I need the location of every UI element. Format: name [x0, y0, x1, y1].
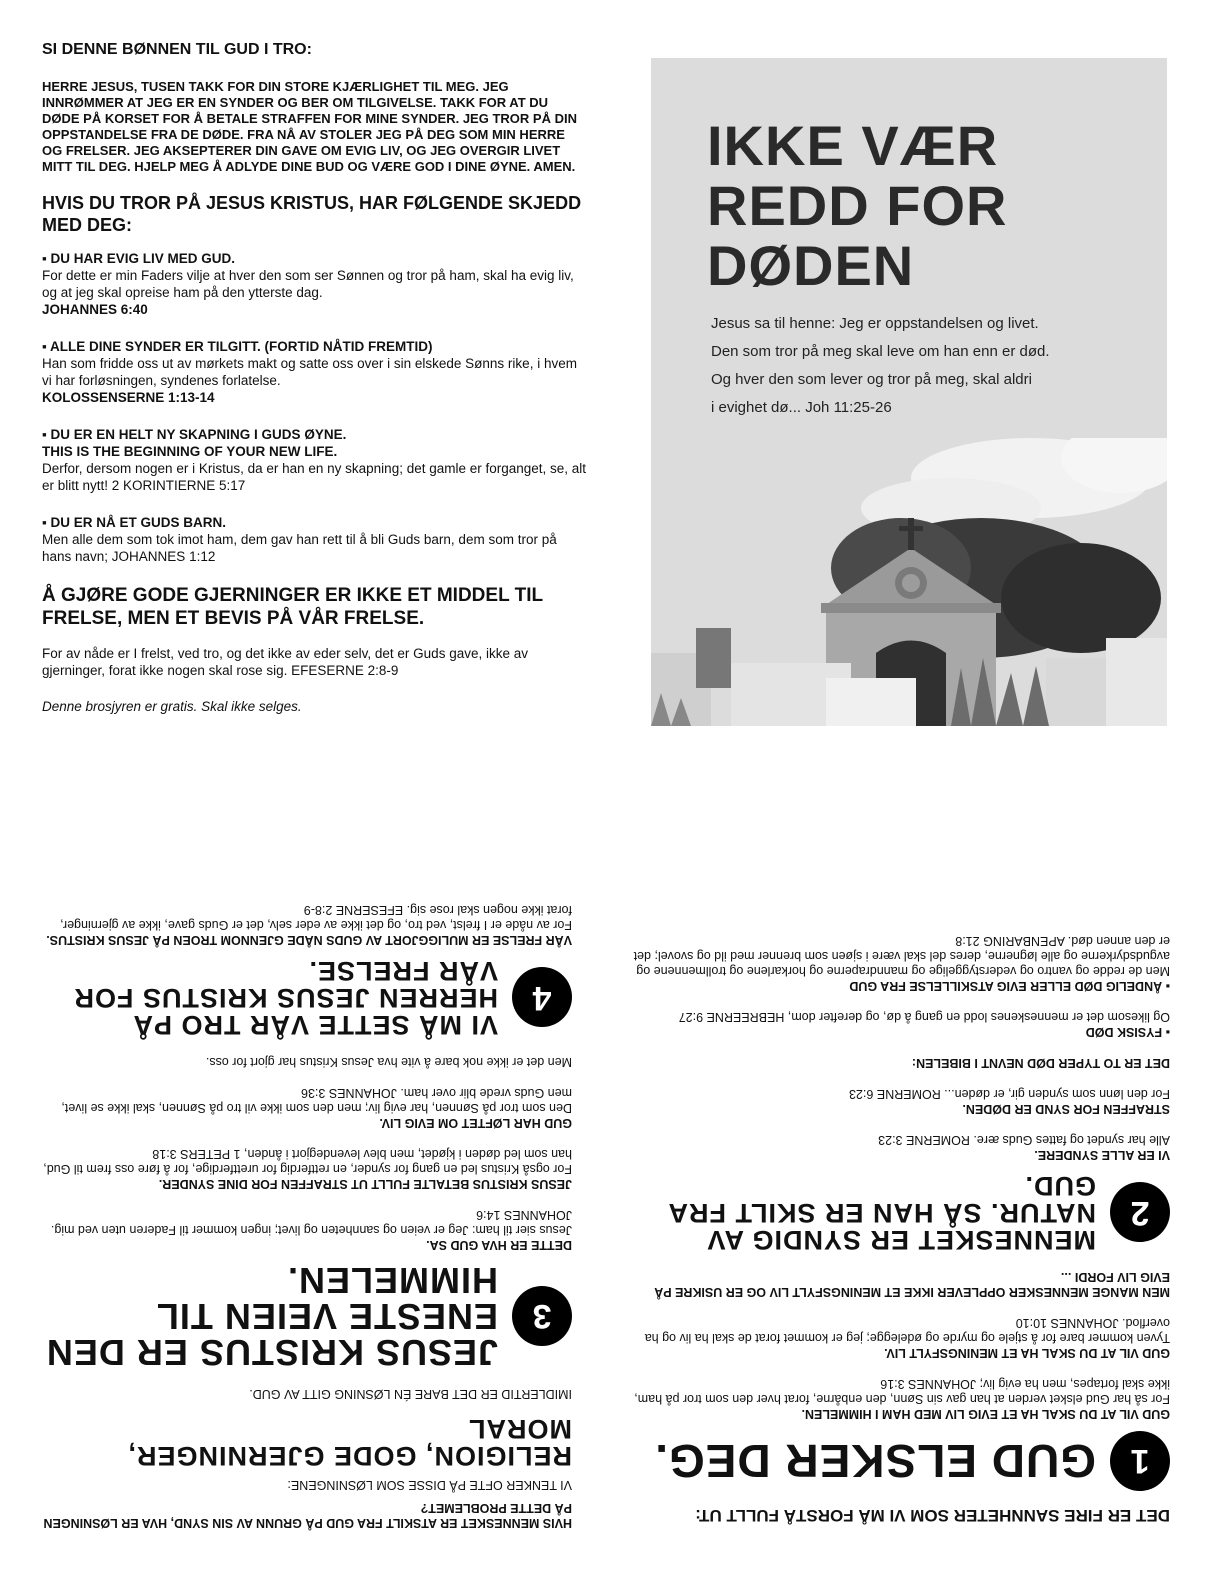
section-title: ▪ FYSISK DØD	[1085, 1024, 1170, 1039]
step-2-section	[630, 1009, 1170, 1039]
step-title: MENNESKET ER SYNDIG AV NATUR. SÅ HAN ER SKILT FRA GUD.	[668, 1170, 1096, 1255]
step-3-section	[42, 1207, 572, 1252]
verse-line: Den som tror på meg skal leve om han enn er død.	[711, 343, 1050, 360]
step-2-section	[630, 1132, 1170, 1162]
believe-heading: HVIS DU TROR PÅ JESUS KRISTUS, HAR FØLGENDE SKJEDD MED DEG:	[42, 193, 582, 235]
step-2-header	[630, 1172, 1170, 1253]
step-title: GUD ELSKER DEG.	[654, 1434, 1096, 1487]
cover-title-line: DØDEN	[707, 234, 915, 297]
assurance-ref: JOHANNES 6:40	[42, 302, 148, 318]
section-title: ▪ ÅNDELIG DØD ELLER EVIG ATSKILLELSE FRA GUD	[849, 978, 1170, 993]
assurance-title: ▪ DU ER NÅ ET GUDS BARN.	[42, 515, 227, 531]
step-2-section	[630, 1055, 1170, 1070]
assurance-title: ▪ DU ER EN HELT NY SKAPNING I GUDS ØYNE.	[42, 427, 347, 443]
four-truths-intro: DET ER FIRE SANNHETER SOM VI MÅ FORSTÅ FULLT UT:	[695, 1506, 1170, 1525]
assurance-new-creation	[42, 426, 587, 494]
cover-title-line: REDD FOR	[707, 174, 1008, 237]
assurance-subtitle: THIS IS THE BEGINNING OF YOUR NEW LIFE.	[42, 444, 338, 460]
cover-title-line: IKKE VÆR	[707, 114, 999, 177]
step-2-section	[630, 933, 1170, 993]
problem-question: HVIS MENNESKET ER ATSKILT FRA GUD PÅ GRUNN AV SIN SYND, HVA ER LØSNINGEN PÅ DETTE PROBLEMET?	[43, 1501, 572, 1530]
works-text: For av nåde er I frelst, ved tro, og det ikke av eder selv, det er Guds gave, ikke av gjerninger, forat ikke nogen skal rose sig. EFESERNE 2:8-9	[42, 645, 528, 678]
cover-verse	[711, 310, 1131, 422]
step-4-section	[42, 902, 572, 947]
assurance-eternal-life	[42, 250, 587, 318]
section-body: For av nåde er I frelst, ved tro, og det ikke av eder selv, det er Guds gave, ikke av gjerninger, forat ikke nogen skal rose sig. EFESERNE 2:8-9	[60, 903, 572, 932]
verse-line: i evighet dø... Joh 11:25-26	[711, 399, 892, 416]
assurance-body: Men alle dem som tok imot ham, dem gav han rett til å bli Guds barn, dem som tror på hans navn; JOHANNES 1:12	[42, 532, 557, 565]
cover-panel	[651, 58, 1167, 726]
step-3-closing: Men det er ikke nok bare å vite hva Jesus Kristus har gjort for oss.	[205, 1055, 572, 1069]
section-body: Tyven kommer bare for å stjele og myrde og ødelegge; jeg er kommet forat de skal ha liv og ha overflod. JOHANNES 10:10	[644, 1315, 1170, 1345]
step-2-section	[630, 1086, 1170, 1116]
section-title: VI ER ALLE SYNDERE.	[1034, 1147, 1170, 1162]
section-title: JESUS KRISTUS BETALTE FULLT UT STRAFFEN FOR DINE SYNDER.	[158, 1177, 572, 1191]
verse-line: Og hver den som lever og tror på meg, skal aldri	[711, 371, 1032, 388]
prayer-text: HERRE JESUS, TUSEN TAKK FOR DIN STORE KJÆRLIGHET TIL MEG. JEG INNRØMMER AT JEG ER EN SYNDER OG BER OM TILGIVELSE. TAKK FOR AT DU DØDE PÅ KORSET FOR Å BETALE STRAFFEN FOR MINE SYNDER. JEG TROR PÅ DIN OPPSTANDELSE FRA DE DØDE. FRA NÅ AV STOLER JEG PÅ DEG SOM MIN HERRE OG FRELSER. JEG AKSEPTERER DIN GAVE OM EVIG LIV, OG JEG OVERGIR LIVET MITT TIL DEG. HJELP MEG Å ADLYDE DINE BUD OG VÆRE GOD I DINE ØYNE. AMEN.	[42, 79, 577, 175]
think-line: VI TENKER OFTE PÅ DISSE SOM LØSNINGENE:	[287, 1478, 572, 1492]
section-title: DETTE ER HVA GUD SA.	[426, 1238, 572, 1252]
assurance-title: ▪ ALLE DINE SYNDER ER TILGITT. (FORTID NÅTID FREMTID)	[42, 339, 433, 355]
assurance-body: For dette er min Faders vilje at hver den som ser Sønnen og tror på ham, skal ha evig liv, og at jeg skal opreise ham på den ytterste dag.	[42, 268, 574, 301]
section-body: Jesus sier til ham: Jeg er veien og sannheten og livet; ingen kommer til Faderen uten ved mig. JOHANNES 14:6	[50, 1208, 572, 1237]
assurance-child-of-god	[42, 514, 587, 565]
step-4-header	[42, 957, 572, 1038]
step-title: VI MÅ SETTE VÅR TRO PÅ HERREN JESUS KRISTUS FOR VÅR FRELSE.	[73, 956, 498, 1040]
section-body: Den som tror på Sønnen, har evig liv; men den som ikke vil tro på Sønnen, skal ikke se livet, men Guds vrede blir over ham. JOHANNES 3:36	[61, 1086, 572, 1115]
free-brochure-note: Denne brosjyren er gratis. Skal ikke selges.	[42, 698, 302, 714]
cover-title	[707, 116, 1007, 296]
however-line: IMIDLERTID ER DET BARE ÉN LØSNING GITT AV GUD.	[249, 1387, 572, 1401]
section-body: Alle har syndet og fattes Guds ære. ROMERNE 3:23	[878, 1132, 1170, 1147]
false-solutions: RELIGION, GODE GJERNINGER, MORAL	[127, 1414, 572, 1471]
prayer-heading: SI DENNE BØNNEN TIL GUD I TRO:	[42, 41, 312, 58]
steps-1-2-panel	[630, 870, 1170, 1525]
step-title: JESUS KRISTUS ER DEN ENESTE VEIEN TIL HIMMELEN.	[45, 1260, 498, 1373]
section-title: VÅR FRELSE ER MULIGGJORT AV GUDS NÅDE GJENNOM TROEN PÅ JESUS KRISTUS.	[46, 933, 572, 947]
works-heading: Å GJØRE GODE GJERNINGER ER IKKE ET MIDDEL TIL FRELSE, MEN ET BEVIS PÅ VÅR FRELSE.	[42, 585, 543, 630]
assurance-forgiven	[42, 338, 587, 406]
section-title: GUD HAR LØFTET OM EVIG LIV.	[379, 1116, 572, 1130]
step-3-section	[42, 1085, 572, 1130]
assurance-title: ▪ DU HAR EVIG LIV MED GUD.	[42, 251, 236, 267]
step-1-section	[630, 1315, 1170, 1360]
section-title: STRAFFEN FOR SYND ER DØDEN.	[962, 1101, 1170, 1116]
steps-3-4-panel	[42, 790, 572, 1530]
step-1-header	[630, 1431, 1170, 1491]
step-number-badge: 2	[1110, 1182, 1170, 1242]
section-body: For den lønn som synden gir, er døden... ROMERNE 6:23	[849, 1086, 1170, 1101]
step-1-section	[630, 1376, 1170, 1421]
step-number-badge: 4	[512, 968, 572, 1028]
section-body: For også Kristus led en gang for synder, en rettferdig for urettferdige, for å føre oss frem til Gud, han som led døden i kjødet, men blev levendegjort i ånden, 1 PETERS 3:18	[43, 1147, 572, 1176]
step-1-conclusion: MEN MANGE MENNESKER OPPLEVER IKKE ET MENINGSFYLT LIV OG ER USIKRE PÅ EVIG LIV FORDI ...	[654, 1269, 1170, 1299]
section-body: For så har Gud elsket verden at han gav sin Sønn, den enbårne, forat hver den som tror på ham, ikke skal fortapes, men ha evig liv; JOHANNES 3:16	[634, 1376, 1170, 1406]
step-3-section	[42, 1146, 572, 1191]
step-number-badge: 3	[512, 1286, 572, 1346]
chapel-photo	[651, 438, 1167, 726]
section-body: Og likesom det er menneskenes lodd en gang å dø, og derefter dom, HEBREERNE 9:27	[678, 1009, 1170, 1024]
section-title: GUD VIL AT DU SKAL HA ET EVIG LIV MED HAM I HIMMELEN.	[801, 1406, 1170, 1421]
section-title: GUD VIL AT DU SKAL HA ET MENINGSFYLT LIV.	[884, 1345, 1170, 1360]
assurance-ref: KOLOSSENSERNE 1:13-14	[42, 390, 215, 406]
section-title: DET ER TO TYPER DØD NEVNT I BIBELEN:	[911, 1055, 1170, 1070]
assurance-body: Derfor, dersom nogen er i Kristus, da er han en ny skapning; det gamle er forganget, se, alt er blitt nytt! 2 KORINTIERNE 5:17	[42, 461, 587, 494]
section-body: Men de redde og vantro og vederstyggelige og manndraperne og horkarlene og trollmennene og avgudsdyrkerne og alle løgnerne, deres del skal være i sjøen som brenner med ild og svovel; det er den annen død. APENBARING 21:8	[633, 933, 1170, 978]
assurance-body: Han som fridde oss ut av mørkets makt og satte oss over i sin elskede Sønns rike, i hvem vi har forløsningen, syndenes forlatelse.	[42, 356, 577, 389]
prayer-panel	[42, 40, 587, 714]
verse-line: Jesus sa til henne: Jeg er oppstandelsen og livet.	[711, 315, 1039, 332]
step-3-header	[42, 1260, 572, 1373]
step-number-badge: 1	[1110, 1431, 1170, 1491]
